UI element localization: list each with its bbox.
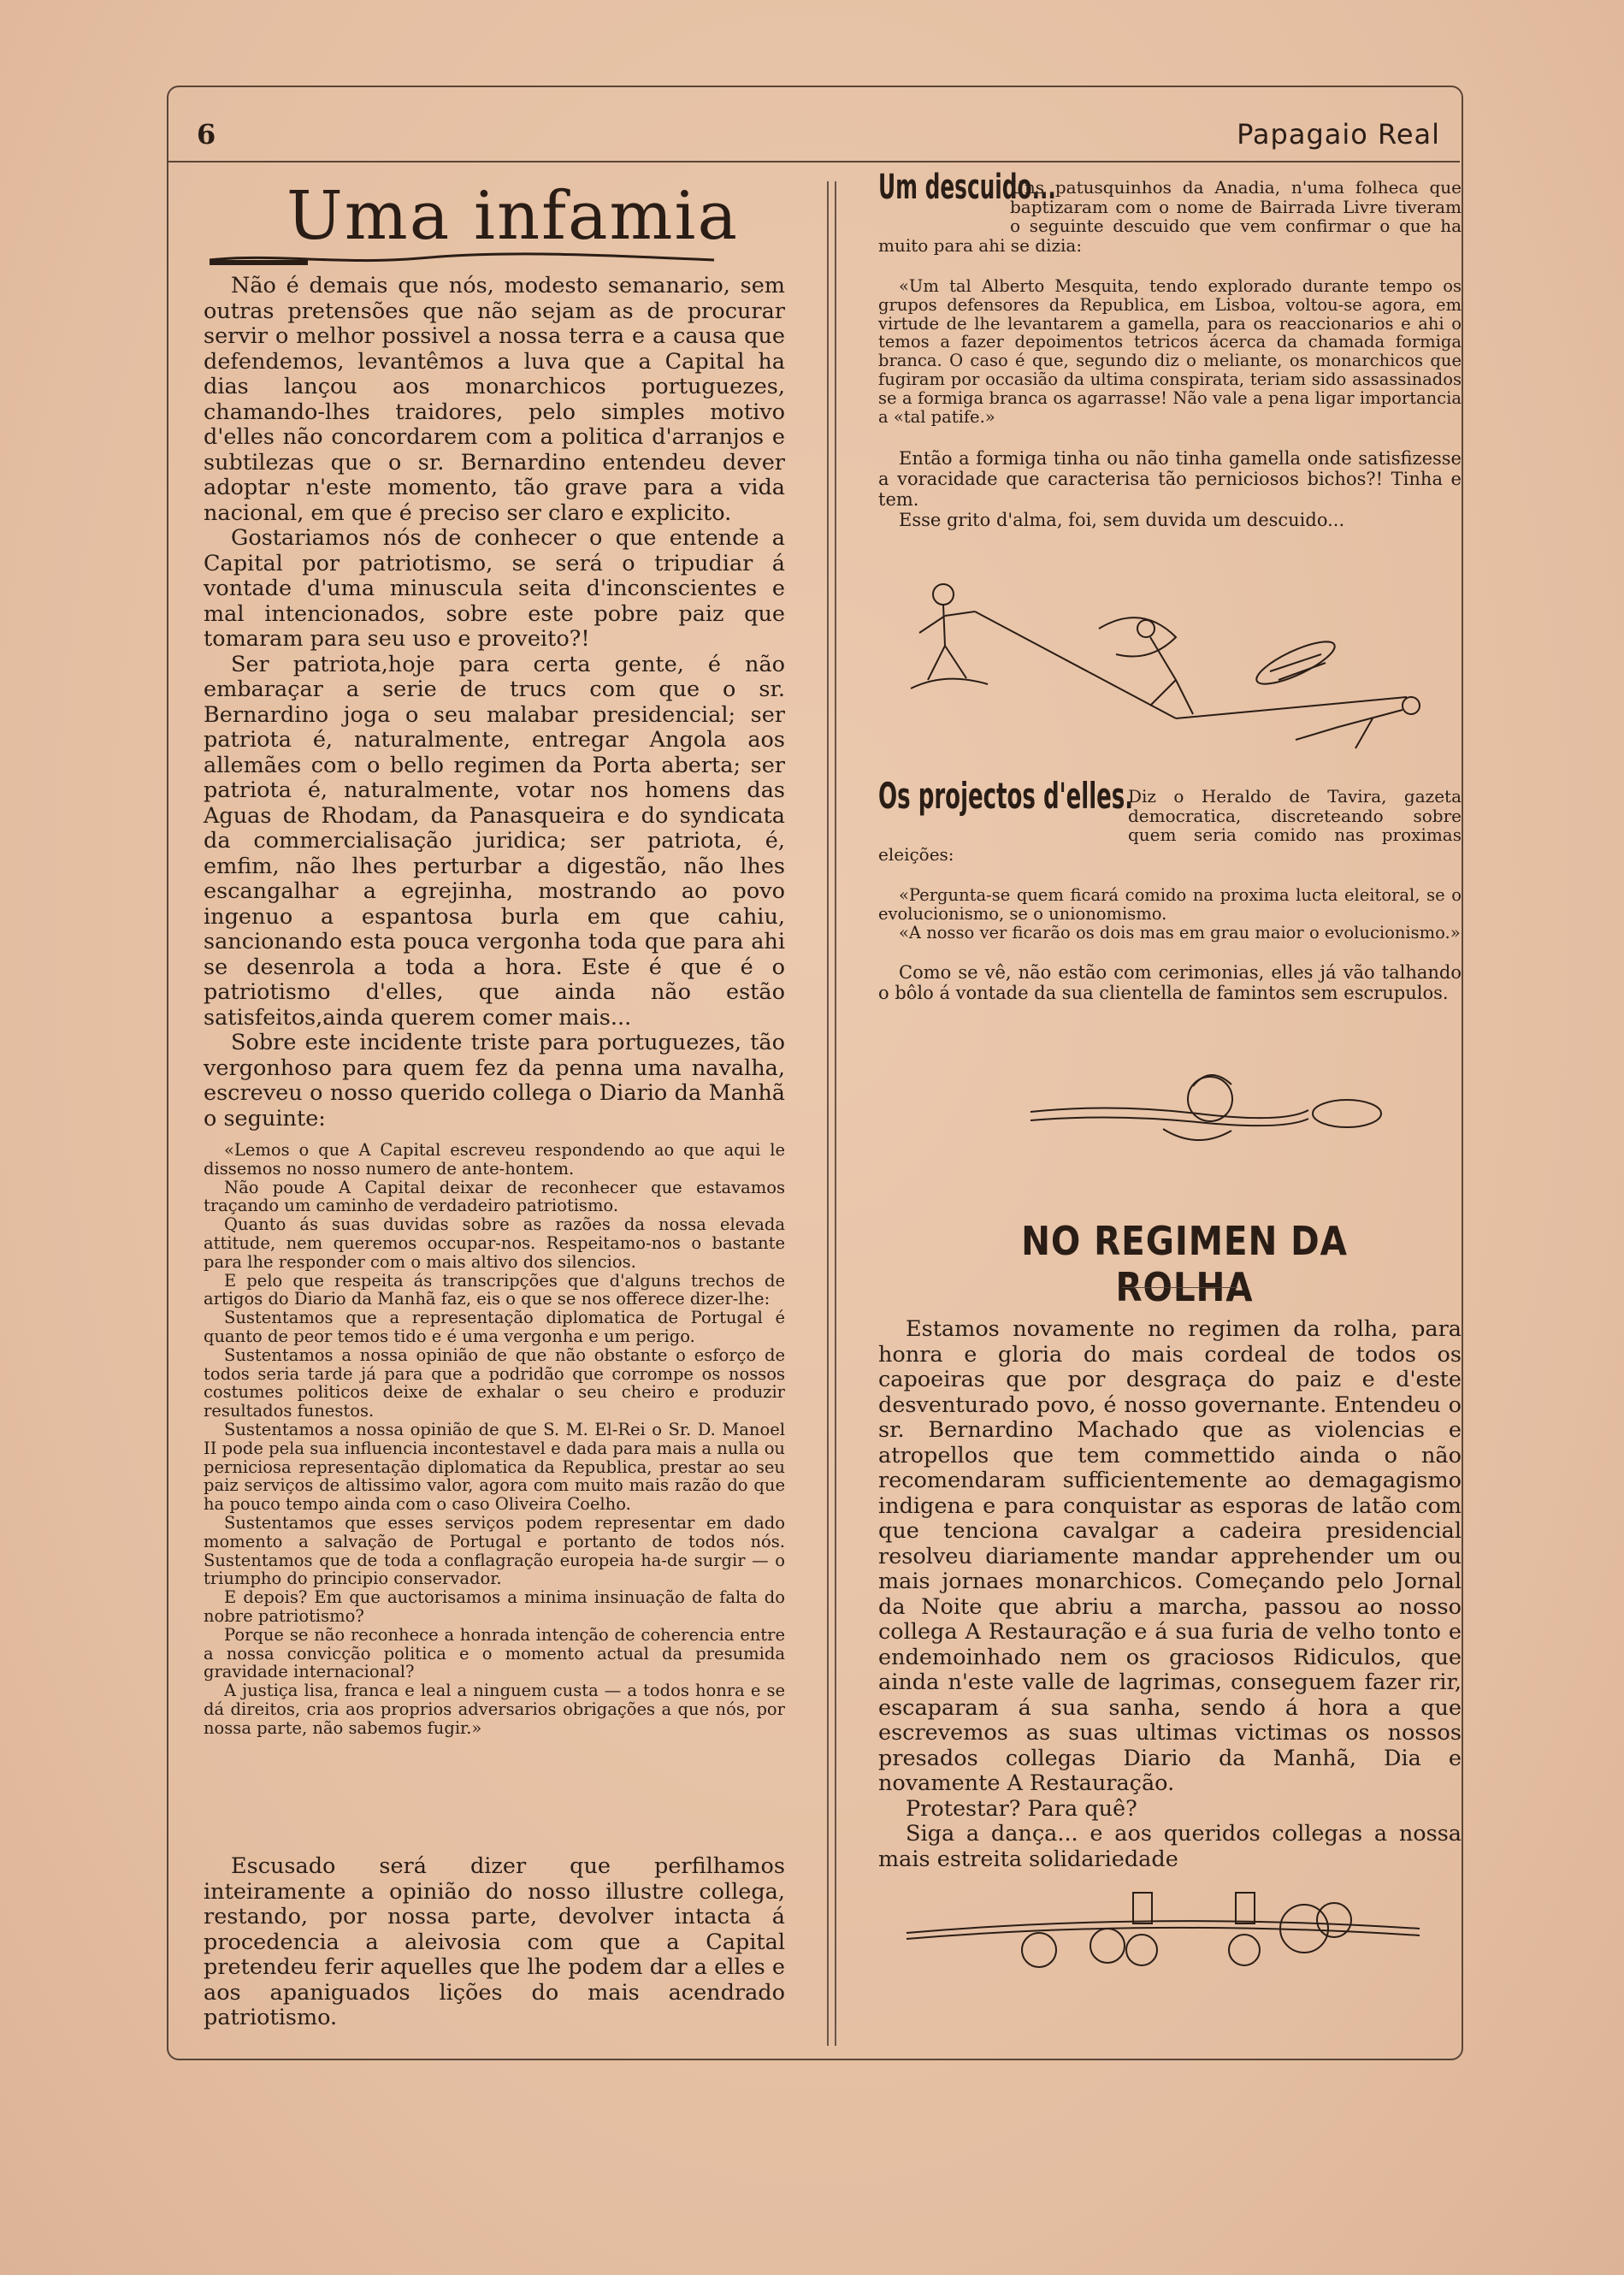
projectos-quote: «A nosso ver ficarão os dois mas em grau maior o evolucionismo.» <box>899 922 1461 942</box>
article-paragraph: Sobre este incidente triste para portuguezes, tão vergonhoso para quem fez da penna uma navalha, escreveu o nosso querido collega o Diario da Manhã o seguinte: <box>204 1030 785 1132</box>
descuido-section <box>878 168 1462 531</box>
regimen-paragraph: Protestar? Para quê? <box>906 1795 1137 1822</box>
quote-paragraph: E pelo que respeita ás transcripções que d'alguns trechos de artigos do Diario da Manhã faz, eis o que se nos offerece dizer-lhe: <box>204 1270 785 1309</box>
page-number: 6 <box>197 118 216 151</box>
quote-paragraph: Sustentamos que a representação diplomatica de Portugal é quanto de peor temos tido e é uma vergonha e um perigo. <box>204 1308 785 1346</box>
descuido-paragraph: Então a formiga tinha ou não tinha gamella onde satisfizesse a voracidade que caracterisa tão perniciosos bichos?! Tinha e tem. <box>878 448 1462 511</box>
article-closing <box>204 1854 785 2031</box>
quote-paragraph: Não poude A Capital deixar de reconhecer que estavamos traçando um caminho de verdadeiro patriotismo. <box>204 1177 785 1216</box>
article-paragraph: Gostariamos nós de conhecer o que entende a Capital por patriotismo, se será o tripudiar á vontade d'uma minuscula seita d'inconscientes e mal intencionados, sobre este pobre paiz que tomaram para seu uso e proveito?! <box>204 525 785 652</box>
regimen-title: NO REGIMEN DA ROLHA <box>1021 1218 1348 1310</box>
regimen-body <box>878 1317 1462 1872</box>
quote-paragraph: Sustentamos que esses serviços podem representar em dado momento a salvação de Portugal e portanto de todos nós. Sustentamos que de toda a conflagração europeia ha-de surgir — o triumpho do principio conservador. <box>204 1512 785 1589</box>
projectos-paragraph: Como se vê, não estão com cerimonias, elles já vão talhando o bôlo á vontade da sua clientella de famintos sem escrupulos. <box>878 962 1462 1004</box>
title-ornament <box>205 250 718 269</box>
column-rule-inner <box>835 181 836 2046</box>
projectos-quote: «Pergunta-se quem ficará comido na proxima lucta eleitoral, se o evolucionismo, se o unionomismo. <box>878 885 1462 924</box>
descuido-paragraph: Esse grito d'alma, foi, sem duvida um descuido... <box>899 510 1345 531</box>
closing-paragraph: Escusado será dizer que perfilhamos inteiramente a opinião do nosso illustre collega, restando, por nossa parte, devolver intacta á procedencia a aleivosia com que a Capital pretendeu ferir aquelles que lhe podem dar a elles e aos apaniguados lições do mais acendrado patriotismo. <box>204 1853 785 2030</box>
article-paragraph: Não é demais que nós, modesto semanario, sem outras pretensões que não sejam as de procurar servir o melhor possivel a nossa terra e a causa que defendemos, levantêmos a luva que a Capital ha dias lançou aos monarchicos portuguezes, chamando-lhes traidores, pelo simples motivo d'elles não concordarem com a politica d'arranjos e subtilezas que o sr. Bernardino entendeu dever adoptar n'este momento, tão grave para a vida nacional, em que é preciso ser claro e explicito. <box>204 273 785 526</box>
article-paragraph: Ser patriota,hoje para certa gente, é não embaraçar a serie de trucs com que o sr. Bernardino joga o seu malabar presidencial; ser patriota é, naturalmente, entregar Angola aos allemães com o bello regimen da Porta aberta; ser patriota é, naturalmente, votar nos homens das Aguas de Rhodam, da Panasqueira e do syndicata da commercialisação juridica; ser patriota, é, emfim, não lhes perturbar a digestão, não lhes escangalhar a egrejinha, mostrando ao povo ingenuo a espantosa burla em que cahiu, sancionando esta pouca vergonha toda que para ahi se desenrola a toda a hora. Este é que é o patriotismo d'elles, que ainda não estão satisfeitos,ainda querem comer mais... <box>204 651 785 1031</box>
projectos-heading: Os projectos d'elles. <box>878 775 1134 817</box>
closing-cartoon <box>898 1886 1428 1997</box>
quote-paragraph: Porque se não reconhece a honrada intenção de coherencia entre a nossa convicção politica e o momento actual da presumida gravidade internacional? <box>204 1624 785 1682</box>
quote-paragraph: Sustentamos a nossa opinião de que não obstante o esforço de todos seria tarde já para que a podridão que corrompe os nossos costumes politicos deixe de exhalar o seu cheiro e produzir resultados funestos. <box>204 1344 785 1421</box>
projectos-intro: Diz o Heraldo de Tavira, gazeta democratica, discreteando sobre quem seria comido nas proximas eleições: <box>878 786 1462 865</box>
article-quote <box>204 1141 785 1738</box>
quote-paragraph: E depois? Em que auctorisamos a minima insinuação de falta do nobre patriotismo? <box>204 1587 785 1626</box>
quote-paragraph: «Lemos o que A Capital escreveu respondendo ao que aqui le dissemos no nosso numero de ante-hontem. <box>204 1140 785 1179</box>
article-body <box>204 274 785 1132</box>
column-rule <box>827 181 829 2046</box>
descuido-intro: Uns patusquinhos da Anadia, n'uma folheca que baptizaram com o nome de Bairrada Livre tiveram o seguinte descuido que vem confirmar o que ha muito para ahi se dizia: <box>878 177 1462 256</box>
article-title: Uma infamia <box>286 178 739 255</box>
quote-paragraph: Quanto ás suas duvidas sobre as razões da nossa elevada attitude, nem queremos occupar-nos. Respeitamo-nos o bastante para lhe responder com o mais altivo dos silencios. <box>204 1214 785 1272</box>
regimen-rule <box>1122 1287 1237 1288</box>
regimen-paragraph: Siga a dança... e aos queridos collegas a nossa mais estreita solidariedade <box>878 1821 1462 1872</box>
descuido-quote: «Um tal Alberto Mesquita, tendo explorado durante tempo os grupos defensores da Republica, em Lisboa, voltou-se agora, em virtude de lhe levantarem a gamella, para os reaccionarios e ahi o temos a fazer depoimentos tetricos ácerca da chamada formiga branca. O caso é que, segundo diz o meliante, os monarchicos que fugiram por occasião da ultima conspirata, teriam sido assassinados se a formiga branca os agarrasse! Não vale a pena ligar importancia a «tal patife.» <box>878 276 1462 427</box>
running-title: Papagaio Real <box>1237 118 1440 151</box>
projectos-section <box>878 775 1462 1004</box>
quote-paragraph: A justiça lisa, franca e leal a ninguem custa — a todos honra e se dá direitos, cria aos proprios adversarios obrigações a que nós, por nossa parte, não sabemos fugir.» <box>204 1681 785 1738</box>
header-rule <box>167 161 1460 162</box>
quote-paragraph: Sustentamos a nossa opinião de que S. M. El-Rei o Sr. D. Manoel II pode pela sua influencia incontestavel e dada para mais a nulla ou perniciosa representação diplomatica da Republica, prestar ao seu paiz serviços de altissimo valor, agora com muito mais razão do que ha pouco tempo ainda com o caso Oliveira Coelho. <box>204 1419 785 1515</box>
cork-cartoon <box>1026 1061 1385 1159</box>
regimen-paragraph: Estamos novamente no regimen da rolha, para honra e gloria do mais cordeal de todos os capoeiras que por desgraça do paiz e d'este desventurado povo, é nosso governante. Entendeu o sr. Bernardino Machado que as violencias e atropellos que tem commettido ainda o não recomendaram sufficientemente ao demagagismo indigena e para conquistar as esporas de latão com que tenciona cavalgar a cadeira presidencial resolveu diariamente mandar apprehender um ou mais jornaes monarchicos. Começando pelo Jornal da Noite que abriu a marcha, passou ao nosso collega A Restauração e á sua furia de velho tonto e endemoinhado nem os graciosos Ridiculos, que ainda n'este valle de lagrimas, conseguem fazer rir, escaparam á sua sanha, sendo á hora a que escrevemos as suas ultimas victimas os nossos presados collegas Diario da Manhã, Dia e novamente A Restauração. <box>878 1316 1462 1796</box>
descuido-heading: Um descuido... <box>878 168 1056 207</box>
descuido-cartoon <box>894 569 1450 765</box>
